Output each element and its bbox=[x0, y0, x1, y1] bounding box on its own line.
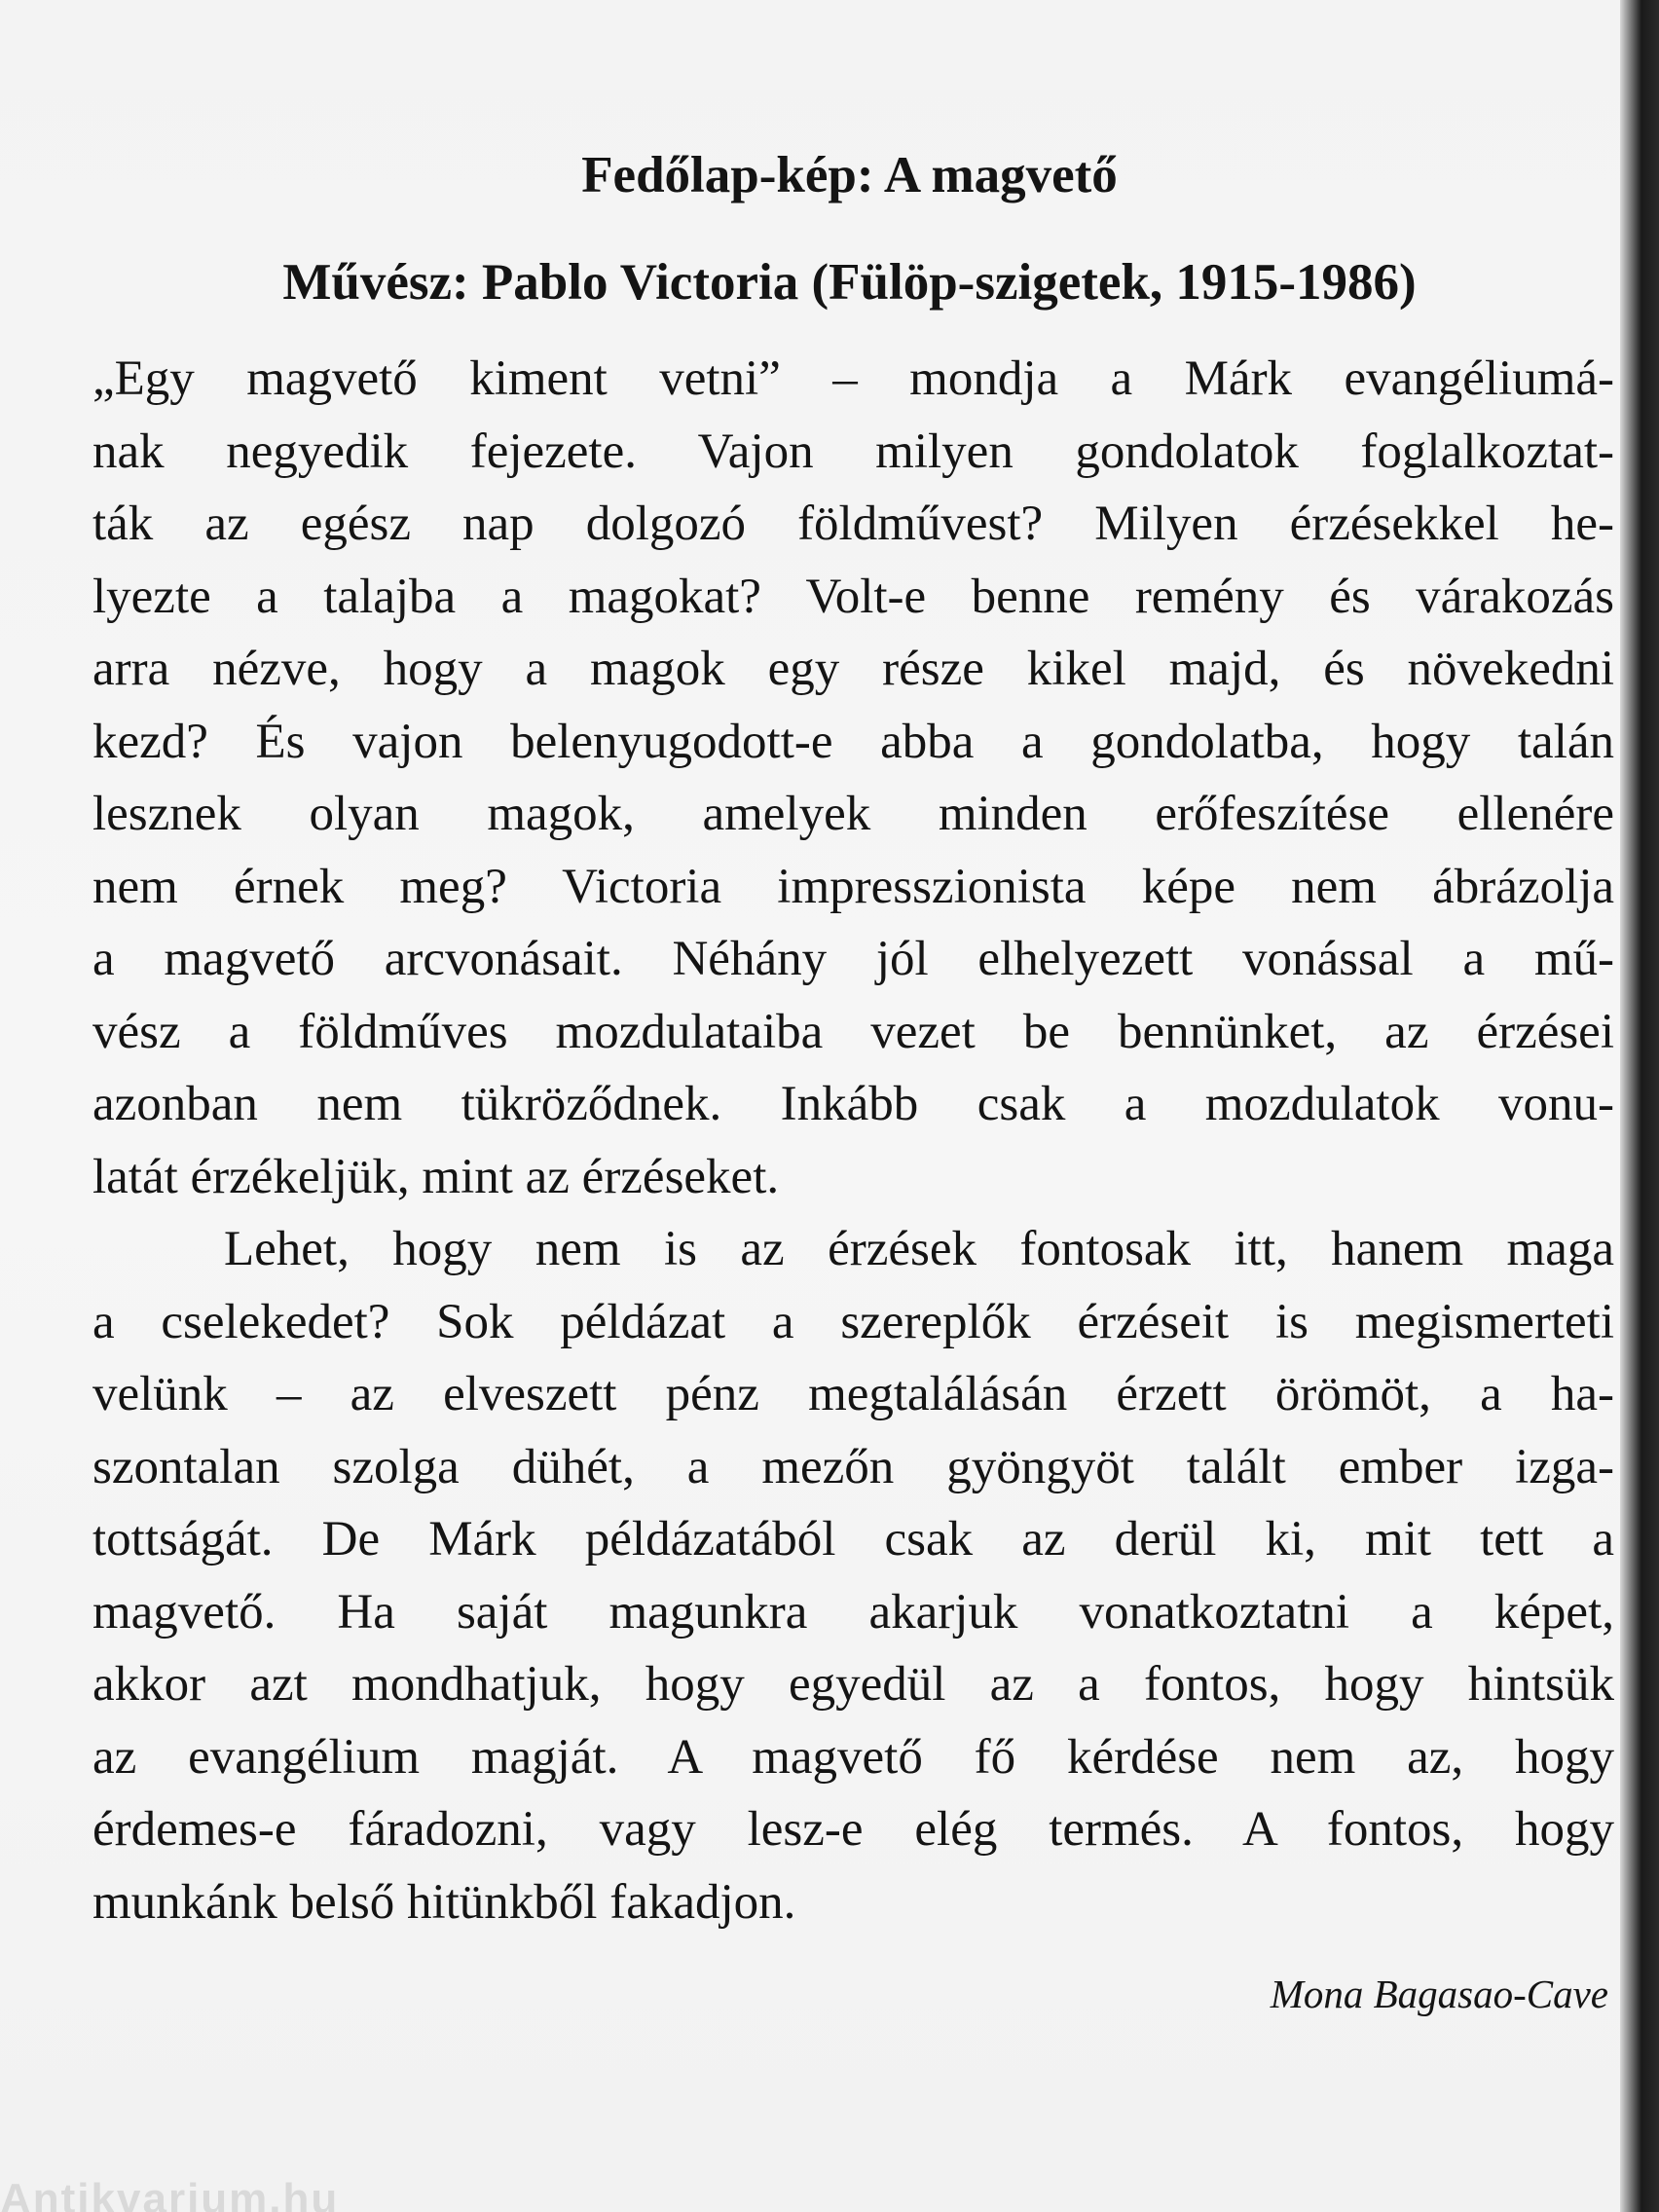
text-line: kezd? És vajon belenyugodott-e abba a gondolatba, hogy talán bbox=[92, 714, 1614, 769]
text-line: Lehet, hogy nem is az érzések fontosak itt, hanem maga bbox=[224, 1222, 1614, 1276]
text-line: „Egy magvető kiment vetni” – mondja a Márk evangéliumá- bbox=[92, 351, 1614, 406]
text-line: a cselekedet? Sok példázat a szereplők érzéseit is megismerteti bbox=[92, 1294, 1614, 1349]
text-line: nem érnek meg? Victoria impresszionista képe nem ábrázolja bbox=[92, 859, 1614, 914]
text-line: a magvető arcvonásait. Néhány jól elhelyezett vonással a mű- bbox=[92, 932, 1614, 986]
text-line: az evangélium magját. A magvető fő kérdése nem az, hogy bbox=[92, 1729, 1614, 1785]
text-line: érdemes-e fáradozni, vagy lesz-e elég termés. A fontos, hogy bbox=[92, 1802, 1614, 1857]
text-line: szontalan szolga dühét, a mezőn gyöngyöt talált ember izga- bbox=[92, 1439, 1614, 1494]
artist-line: Művész: Pablo Victoria (Fülöp-szigetek, 1915-1986) bbox=[282, 254, 1417, 311]
text-line: arra nézve, hogy a magok egy része kikel majd, és növekedni bbox=[92, 642, 1614, 696]
text-line: lesznek olyan magok, amelyek minden erőfeszítése ellenére bbox=[92, 787, 1614, 841]
text-line: ták az egész nap dolgozó földművest? Milyen érzésekkel he- bbox=[92, 497, 1614, 551]
text-line: latát érzékeljük, mint az érzéseket. bbox=[92, 1149, 780, 1204]
text-line: akkor azt mondhatjuk, hogy egyedül az a fontos, hogy hintsük bbox=[92, 1657, 1614, 1712]
text-line: vész a földműves mozdulataiba vezet be bennünket, az érzései bbox=[92, 1004, 1614, 1059]
text-line: nak negyedik fejezete. Vajon milyen gondolatok foglalkoztat- bbox=[92, 424, 1614, 479]
text-line: lyezte a talajba a magokat? Volt-e benne remény és várakozás bbox=[92, 569, 1614, 624]
cover-title: Fedőlap-kép: A magvető bbox=[581, 147, 1118, 203]
author-signature: Mona Bagasao-Cave bbox=[1270, 1972, 1608, 2016]
text-line: magvető. Ha saját magunkra akarjuk vonatkoztatni a képet, bbox=[92, 1584, 1614, 1640]
watermark: Antikvarium.hu bbox=[0, 2175, 340, 2212]
text-line: velünk – az elveszett pénz megtalálásán érzett örömöt, a ha- bbox=[92, 1367, 1614, 1421]
text-line: tottságát. De Márk példázatából csak az derül ki, mit tett a bbox=[92, 1512, 1614, 1567]
text-line: azonban nem tükröződnek. Inkább csak a mozdulatok vonu- bbox=[92, 1077, 1614, 1131]
page-edge bbox=[1620, 0, 1659, 2212]
text-line: munkánk belső hitünkből fakadjon. bbox=[92, 1874, 796, 1930]
body-text bbox=[92, 343, 1614, 1938]
